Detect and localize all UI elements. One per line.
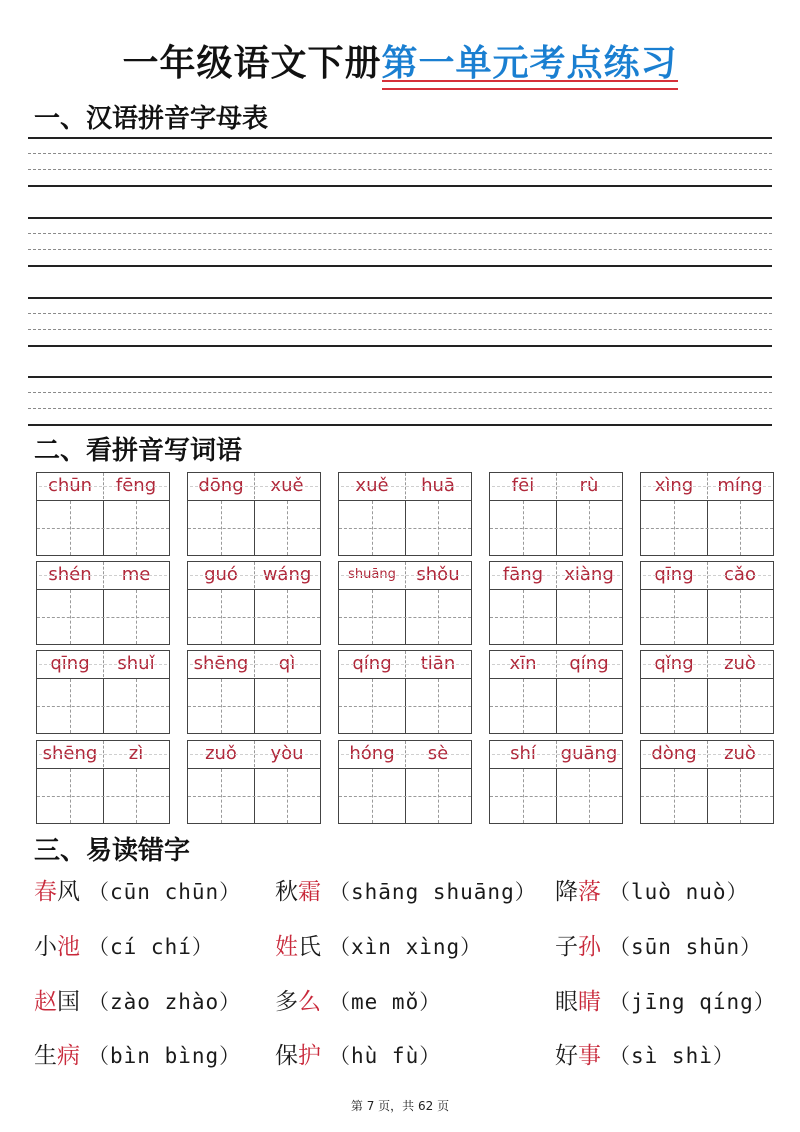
highlighted-char: 孙 — [578, 934, 601, 960]
misread-item — [555, 928, 762, 961]
band-dotted-line — [28, 392, 772, 393]
misread-item — [275, 983, 441, 1016]
band-dotted-line — [28, 329, 772, 330]
tianzige-cells[interactable] — [37, 501, 169, 555]
word-box — [338, 561, 472, 645]
word-box — [338, 650, 472, 734]
pinyin-syllable: zuò — [724, 743, 756, 764]
word-char: 眼 — [555, 989, 578, 1015]
pinyin-options: （cūn chūn） — [88, 880, 242, 904]
word-char: 小 — [34, 934, 57, 960]
cell-guide-line — [188, 796, 320, 797]
pinyin-divider — [254, 651, 255, 677]
pinyin-divider — [556, 651, 557, 677]
word-box — [36, 740, 170, 824]
pinyin-divider — [103, 651, 104, 677]
pinyin-row — [339, 562, 471, 590]
band-solid-line — [28, 424, 772, 426]
pinyin-syllable: qīng — [50, 653, 90, 674]
grid-row — [36, 740, 776, 824]
pinyin-syllable: tiān — [420, 653, 456, 674]
word-char: 国 — [57, 989, 80, 1015]
word-box — [187, 740, 321, 824]
pinyin-syllable: fēng — [115, 475, 157, 496]
word-box — [489, 650, 623, 734]
band-dotted-line — [28, 408, 772, 409]
cell-guide-line — [339, 706, 471, 707]
cell-guide-line — [490, 796, 622, 797]
word-box — [489, 561, 623, 645]
word-char: 生 — [34, 1043, 57, 1069]
highlighted-char: 事 — [578, 1043, 601, 1069]
word-box — [187, 472, 321, 556]
highlighted-char: 春 — [34, 879, 57, 905]
pinyin-syllable: qīng — [654, 564, 694, 585]
pinyin-options: （sūn shūn） — [609, 935, 763, 959]
pinyin-options: （zào zhào） — [88, 990, 242, 1014]
writing-band[interactable] — [28, 217, 772, 265]
cell-guide-line — [490, 528, 622, 529]
word-box — [187, 561, 321, 645]
misread-item — [34, 873, 241, 906]
tianzige-cells[interactable] — [490, 769, 622, 823]
pinyin-syllable: me — [121, 564, 151, 585]
word-box — [640, 740, 774, 824]
cell-guide-line — [339, 528, 471, 529]
tianzige-cells[interactable] — [339, 679, 471, 733]
pinyin-syllable: qì — [278, 653, 296, 674]
pinyin-syllable: shuāng — [348, 567, 396, 582]
tianzige-cells[interactable] — [490, 501, 622, 555]
pinyin-options: （cí chí） — [88, 935, 214, 959]
pinyin-syllable: guó — [204, 564, 238, 585]
misread-item — [34, 983, 241, 1016]
pinyin-divider — [103, 741, 104, 767]
band-dotted-line — [28, 313, 772, 314]
writing-band[interactable] — [28, 137, 772, 185]
misread-item — [34, 1037, 241, 1070]
band-solid-line — [28, 265, 772, 267]
pinyin-syllable: zuǒ — [205, 743, 237, 764]
section-3-title: 三、易读错字 — [34, 836, 191, 866]
title-unit: 第一单元考点练习 — [381, 43, 678, 84]
pinyin-syllable: guāng — [560, 743, 618, 764]
pinyin-row — [188, 651, 320, 679]
pinyin-syllable: hóng — [349, 743, 395, 764]
misread-item — [555, 1037, 735, 1070]
pinyin-divider — [405, 473, 406, 499]
word-box — [187, 650, 321, 734]
cell-guide-line — [641, 528, 773, 529]
tianzige-cells[interactable] — [339, 769, 471, 823]
pinyin-row — [490, 562, 622, 590]
tianzige-cells[interactable] — [641, 590, 773, 644]
pinyin-syllable: sè — [427, 743, 449, 764]
section-1-title: 一、汉语拼音字母表 — [34, 104, 269, 134]
pinyin-options: （me mǒ） — [329, 990, 442, 1014]
tianzige-cells[interactable] — [339, 501, 471, 555]
pinyin-row — [490, 741, 622, 769]
pinyin-divider — [556, 741, 557, 767]
pinyin-syllable: míng — [717, 475, 763, 496]
band-solid-line — [28, 345, 772, 347]
grid-row — [36, 472, 776, 556]
tianzige-cells[interactable] — [37, 679, 169, 733]
band-dotted-line — [28, 233, 772, 234]
cell-guide-line — [37, 706, 169, 707]
pinyin-syllable: shēng — [42, 743, 98, 764]
pinyin-syllable: zì — [128, 743, 144, 764]
pinyin-syllable: qíng — [352, 653, 392, 674]
cell-guide-line — [641, 617, 773, 618]
misread-item — [555, 983, 776, 1016]
word-box — [489, 740, 623, 824]
word-char: 降 — [555, 879, 578, 905]
band-dotted-line — [28, 249, 772, 250]
pinyin-syllable: shén — [48, 564, 92, 585]
band-dotted-line — [28, 153, 772, 154]
pinyin-divider — [103, 473, 104, 499]
tianzige-cells[interactable] — [188, 679, 320, 733]
pinyin-divider — [405, 562, 406, 588]
word-char: 风 — [57, 879, 80, 905]
pinyin-syllable: huā — [421, 475, 455, 496]
cell-guide-line — [188, 617, 320, 618]
tianzige-cells[interactable] — [37, 769, 169, 823]
pinyin-row — [37, 473, 169, 501]
tianzige-cells[interactable] — [339, 590, 471, 644]
tianzige-cells[interactable] — [188, 501, 320, 555]
pinyin-syllable: dōng — [198, 475, 244, 496]
word-box — [489, 472, 623, 556]
pinyin-divider — [707, 562, 708, 588]
pinyin-syllable: xiàng — [564, 564, 614, 585]
pinyin-divider — [707, 651, 708, 677]
writing-band[interactable] — [28, 297, 772, 345]
tianzige-cells[interactable] — [188, 590, 320, 644]
pinyin-row — [37, 562, 169, 590]
pinyin-syllable: xìng — [654, 475, 694, 496]
cell-guide-line — [641, 706, 773, 707]
word-char: 多 — [275, 989, 298, 1015]
pinyin-options: （jīng qíng） — [609, 990, 776, 1014]
pinyin-row — [188, 562, 320, 590]
pinyin-options: （shāng shuāng） — [329, 880, 537, 904]
pinyin-syllable: xuě — [355, 475, 389, 496]
page-title — [0, 40, 800, 88]
pinyin-divider — [556, 473, 557, 499]
pinyin-syllable: rù — [579, 475, 599, 496]
highlighted-char: 病 — [57, 1043, 80, 1069]
writing-band[interactable] — [28, 376, 772, 424]
pinyin-row — [641, 741, 773, 769]
pinyin-row — [641, 473, 773, 501]
word-char: 秋 — [275, 879, 298, 905]
pinyin-divider — [254, 562, 255, 588]
cell-guide-line — [37, 528, 169, 529]
pinyin-divider — [707, 473, 708, 499]
section-2-title: 二、看拼音写词语 — [34, 436, 243, 466]
tianzige-cells[interactable] — [188, 769, 320, 823]
pinyin-divider — [103, 562, 104, 588]
pinyin-options: （luò nuò） — [609, 880, 749, 904]
word-box — [36, 650, 170, 734]
title-grade: 一年级语文下册 — [122, 43, 382, 84]
band-solid-line — [28, 376, 772, 378]
word-box — [36, 561, 170, 645]
word-box — [640, 650, 774, 734]
band-solid-line — [28, 217, 772, 219]
pinyin-row — [339, 651, 471, 679]
tianzige-cells[interactable] — [490, 590, 622, 644]
highlighted-char: 霜 — [298, 879, 321, 905]
tianzige-cells[interactable] — [37, 590, 169, 644]
tianzige-cells[interactable] — [641, 679, 773, 733]
word-box — [36, 472, 170, 556]
cell-guide-line — [188, 706, 320, 707]
misread-item — [555, 873, 749, 906]
highlighted-char: 姓 — [275, 934, 298, 960]
grid-row — [36, 561, 776, 645]
pinyin-syllable: zuò — [724, 653, 756, 674]
pinyin-row — [490, 651, 622, 679]
highlighted-char: 护 — [298, 1043, 321, 1069]
pinyin-syllable: fēi — [511, 475, 535, 496]
band-solid-line — [28, 137, 772, 139]
page-number: 第 7 页，共 62 页 — [350, 1099, 450, 1113]
word-char: 氏 — [298, 934, 321, 960]
misread-item — [275, 928, 482, 961]
pinyin-syllable: qǐng — [654, 653, 694, 674]
pinyin-row — [188, 473, 320, 501]
cell-guide-line — [188, 528, 320, 529]
tianzige-cells[interactable] — [641, 501, 773, 555]
pinyin-syllable: cǎo — [724, 564, 756, 585]
pinyin-options: （xìn xìng） — [329, 935, 483, 959]
highlighted-char: 池 — [57, 934, 80, 960]
word-box — [640, 561, 774, 645]
pinyin-divider — [405, 651, 406, 677]
pinyin-divider — [405, 741, 406, 767]
highlighted-char: 么 — [298, 989, 321, 1015]
pinyin-syllable: fāng — [502, 564, 544, 585]
cell-guide-line — [490, 617, 622, 618]
highlighted-char: 赵 — [34, 989, 57, 1015]
pinyin-row — [339, 473, 471, 501]
band-solid-line — [28, 185, 772, 187]
pinyin-syllable: chūn — [47, 475, 93, 496]
pinyin-syllable: xīn — [509, 653, 537, 674]
word-box — [640, 472, 774, 556]
highlighted-char: 落 — [578, 879, 601, 905]
pinyin-options: （sì shì） — [609, 1044, 735, 1068]
tianzige-cells[interactable] — [490, 679, 622, 733]
pinyin-row — [641, 562, 773, 590]
pinyin-row — [641, 651, 773, 679]
pinyin-divider — [707, 741, 708, 767]
pinyin-options: （hù fù） — [329, 1044, 442, 1068]
pinyin-syllable: dòng — [651, 743, 697, 764]
pinyin-row — [339, 741, 471, 769]
pinyin-row — [490, 473, 622, 501]
pinyin-options: （bìn bìng） — [88, 1044, 242, 1068]
cell-guide-line — [37, 796, 169, 797]
pinyin-syllable: xuě — [270, 475, 304, 496]
pinyin-divider — [556, 562, 557, 588]
pinyin-row — [37, 651, 169, 679]
pinyin-divider — [254, 473, 255, 499]
pinyin-syllable: shēng — [193, 653, 249, 674]
word-box — [338, 472, 472, 556]
word-box — [338, 740, 472, 824]
misread-item — [275, 873, 537, 906]
word-char: 子 — [555, 934, 578, 960]
word-char: 好 — [555, 1043, 578, 1069]
pinyin-syllable: shǒu — [416, 564, 460, 585]
pinyin-row — [37, 741, 169, 769]
misread-item — [275, 1037, 441, 1070]
cell-guide-line — [641, 796, 773, 797]
cell-guide-line — [339, 796, 471, 797]
cell-guide-line — [490, 706, 622, 707]
pinyin-syllable: wáng — [262, 564, 312, 585]
band-solid-line — [28, 297, 772, 299]
highlighted-char: 睛 — [578, 989, 601, 1015]
misread-item — [34, 928, 214, 961]
cell-guide-line — [37, 617, 169, 618]
band-dotted-line — [28, 169, 772, 170]
grid-row — [36, 650, 776, 734]
tianzige-cells[interactable] — [641, 769, 773, 823]
pinyin-syllable: shuǐ — [117, 653, 155, 674]
cell-guide-line — [339, 617, 471, 618]
word-char: 保 — [275, 1043, 298, 1069]
pinyin-syllable: shí — [510, 743, 536, 764]
pinyin-syllable: qíng — [569, 653, 609, 674]
pinyin-row — [188, 741, 320, 769]
pinyin-syllable: yòu — [270, 743, 304, 764]
pinyin-divider — [254, 741, 255, 767]
